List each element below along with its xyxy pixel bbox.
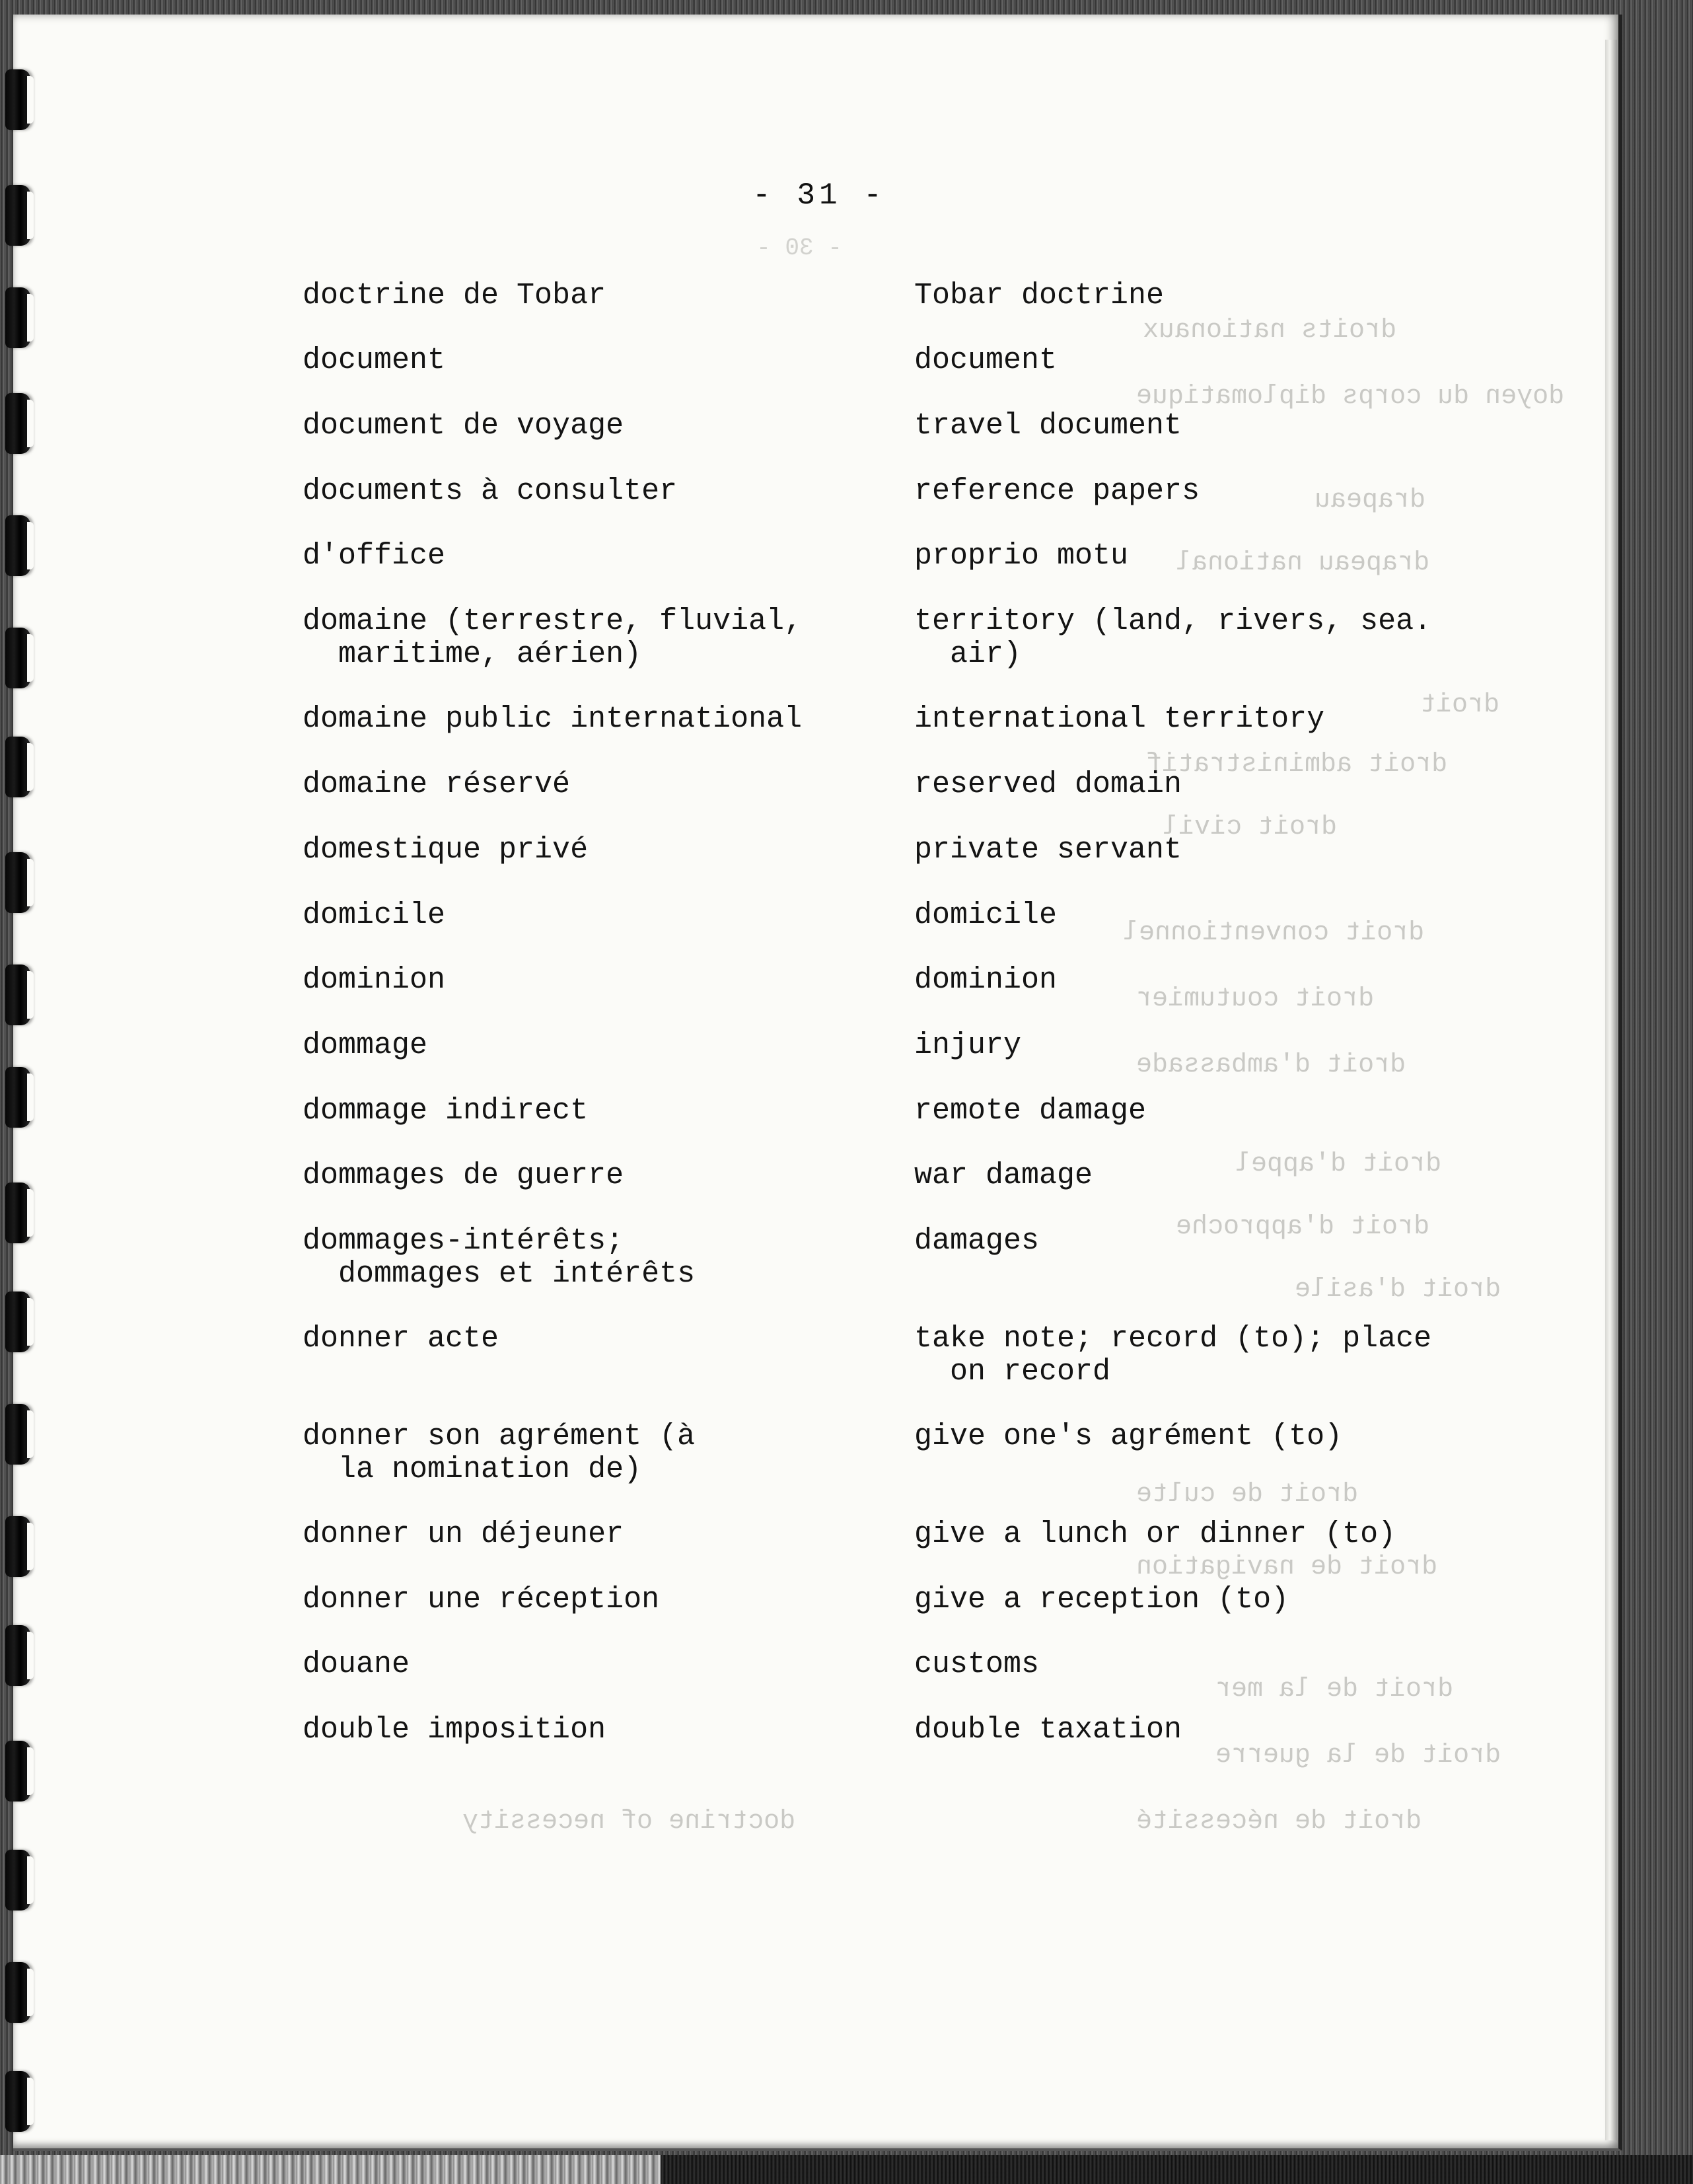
bleed-through-text: droit civil <box>1163 813 1338 842</box>
english-term: give a lunch or dinner (to) <box>914 1517 1396 1551</box>
english-term: domicile <box>914 898 1058 932</box>
french-term: dominion <box>303 963 446 997</box>
bleed-through-text: droits nationaux <box>1143 316 1397 346</box>
french-term: domaine (terrestre, fluvial, maritime, aérien) <box>303 604 803 671</box>
english-term: territory (land, rivers, sea. air) <box>914 604 1432 671</box>
english-term: give one's agrément (to) <box>914 1420 1343 1453</box>
bleed-through-text: droit de la guerre <box>1215 1741 1501 1770</box>
english-term: reserved domain <box>914 768 1182 801</box>
french-term: domaine public international <box>303 702 803 736</box>
bleed-through-text: droit de navigation <box>1136 1552 1438 1582</box>
french-term: donner son agrément (à la nomination de) <box>303 1420 696 1486</box>
english-term: travel document <box>914 409 1182 443</box>
english-term: reference papers <box>914 474 1200 508</box>
french-term: donner un déjeuner <box>303 1517 624 1551</box>
french-term: document de voyage <box>303 409 624 443</box>
french-term: donner acte <box>303 1322 499 1356</box>
bleed-through-text: drapeau <box>1315 486 1426 515</box>
bleed-through-text: droit de nécessité <box>1136 1807 1422 1837</box>
french-term: donner une réception <box>303 1583 660 1617</box>
french-term: domicile <box>303 898 446 932</box>
french-term: document <box>303 344 446 377</box>
french-term: d'office <box>303 539 446 573</box>
french-term: dommages de guerre <box>303 1159 624 1192</box>
bleed-through-text: droit <box>1420 690 1500 720</box>
bleed-through-text: droit administratif <box>1146 750 1448 780</box>
english-term: proprio motu <box>914 539 1129 573</box>
english-term: international territory <box>914 702 1325 736</box>
french-term: doctrine de Tobar <box>303 279 606 312</box>
french-term: dommages-intérêts; dommages et intérêts <box>303 1224 696 1291</box>
french-term: dommage indirect <box>303 1094 589 1128</box>
english-term: double taxation <box>914 1713 1182 1747</box>
bleed-through-text: droit coutumier <box>1136 984 1375 1014</box>
english-term: private servant <box>914 833 1182 867</box>
english-term: war damage <box>914 1159 1093 1192</box>
bleed-through-text: droit de culte <box>1136 1480 1359 1510</box>
english-term: injury <box>914 1029 1022 1062</box>
page-number: - 31 - <box>752 178 886 213</box>
english-term: dominion <box>914 963 1058 997</box>
french-term: dommage <box>303 1029 428 1062</box>
bleed-through-text: droit d'approche <box>1176 1212 1430 1242</box>
english-term: Tobar doctrine <box>914 279 1165 312</box>
bleed-through-text: droit conventionnel <box>1123 918 1425 948</box>
french-term: douane <box>303 1648 410 1681</box>
french-term: double imposition <box>303 1713 606 1747</box>
bleed-through-text: doyen du corps diplomatique <box>1136 382 1565 412</box>
french-term: domestique privé <box>303 833 589 867</box>
bleed-through-text: droit d'ambassade <box>1136 1050 1406 1080</box>
english-term: remote damage <box>914 1094 1147 1128</box>
english-term: damages <box>914 1224 1040 1258</box>
bleed-through-text: droit d'asile <box>1295 1275 1501 1305</box>
english-term: customs <box>914 1648 1040 1681</box>
bleed-through-page-number: - 30 - <box>756 235 842 262</box>
bleed-through-text: drapeau national <box>1176 548 1430 578</box>
bleed-through-text: doctrine of necessity <box>462 1807 796 1837</box>
bleed-through-text: droit d'appel <box>1235 1149 1442 1179</box>
french-term: documents à consulter <box>303 474 678 508</box>
bleed-through-text: droit de la mer <box>1215 1675 1454 1704</box>
english-term: take note; record (to); place on record <box>914 1322 1432 1389</box>
french-term: domaine réservé <box>303 768 571 801</box>
english-term: document <box>914 344 1058 377</box>
english-term: give a reception (to) <box>914 1583 1289 1617</box>
